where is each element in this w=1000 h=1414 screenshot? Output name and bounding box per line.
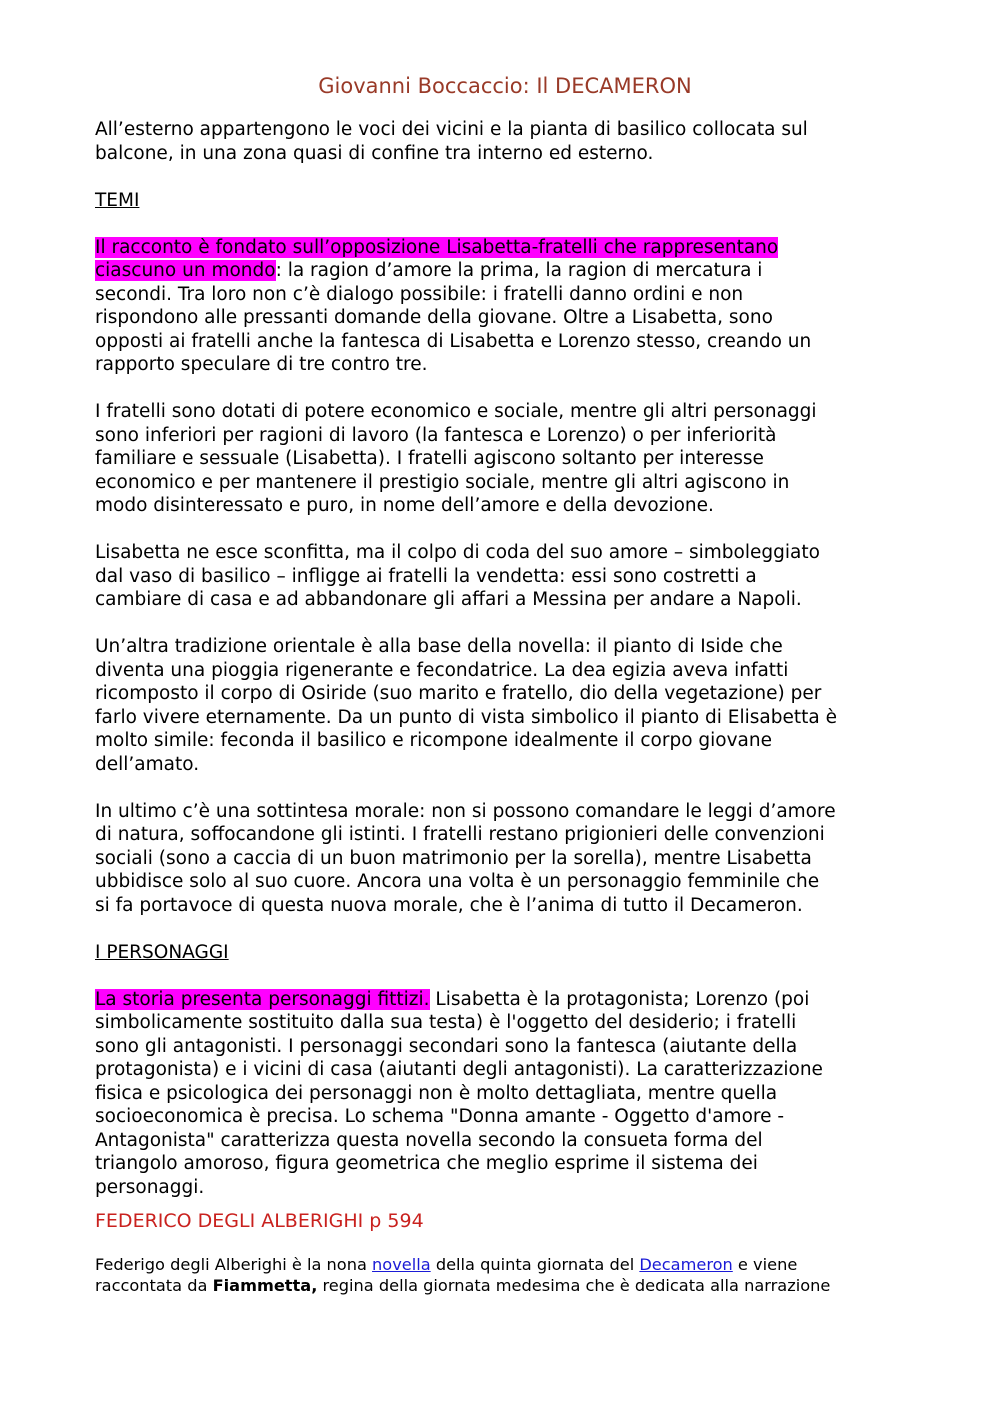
text-line: All’esterno appartengono le voci dei vicini e la pianta di basilico collocata sul [95,119,808,140]
temi-paragraph-1 [95,236,915,377]
text-line: modo disinteressato e puro, in nome dell’amore e della devozione. [95,495,714,516]
text-line: sociali (sono a caccia di un buon matrimonio per la sorella), mentre Lisabetta [95,847,812,869]
text-line [95,1254,915,1275]
text-line: rispondono alle pressanti domande della giovane. Oltre a Lisabetta, sono [95,307,773,328]
text-line: Lisabetta ne esce sconfitta, ma il colpo di coda del suo amore – simboleggiato [95,542,820,563]
text-line: I fratelli sono dotati di potere economico e sociale, mentre gli altri personaggi [95,401,817,422]
document-page [95,72,915,1296]
personaggi-paragraph [95,988,915,1200]
text-line: dell’amato. [95,753,200,775]
text-line: Un’altra tradizione orientale è alla base della novella: il pianto di Iside che [95,636,783,657]
text-line: familiare e sessuale (Lisabetta). I fratelli agiscono soltanto per interesse [95,448,764,469]
text-line [95,1275,915,1296]
text-line [95,236,915,260]
bold-text: Fiammetta, [212,1276,318,1295]
federigo-paragraph [95,1254,915,1296]
text-span: e viene [732,1255,798,1274]
text-line: molto simile: feconda il basilico e ricompone idealmente il corpo giovane [95,730,772,751]
text-line: In ultimo c’è una sottintesa morale: non si possono comandare le leggi d’amore [95,800,836,822]
text-line: di natura, soffocandone gli istinti. I fratelli restano prigionieri delle convenzioni [95,824,825,845]
text-span: Federigo degli Alberighi è la nona [95,1255,373,1274]
section-heading-temi: TEMI [95,189,140,211]
text-line: sono gli antagonisti. I personaggi secondari sono la fantesca (aiutante della [95,1035,798,1057]
temi-paragraph-3 [95,541,915,612]
text-line: rapporto speculare di tre contro tre. [95,354,428,375]
text-line: simbolicamente sostituito dalla sua testa) è l'oggetto del desiderio; i fratelli [95,1012,797,1033]
temi-paragraph-5 [95,800,915,918]
text-line: diventa una pioggia rigenerante e fecondatrice. La dea egizia aveva infatti [95,659,789,681]
text-line: secondi. Tra loro non c’è dialogo possibile: i fratelli danno ordini e non [95,283,744,305]
text-line: ubbidisce solo al suo cuore. Ancora una volta è un personaggio femminile che [95,871,820,892]
text-line: opposti ai fratelli anche la fantesca di Lisabetta e Lorenzo stesso, creando un [95,330,812,352]
decameron-link[interactable]: Decameron [639,1255,733,1274]
text-line: ricomposto il corpo di Osiride (suo marito e fratello, dio della vegetazione) per [95,683,822,704]
text-line: triangolo amoroso, figura geometrica che meglio esprime il sistema dei [95,1153,758,1174]
temi-paragraph-2 [95,400,915,518]
text-span: regina della giornata medesima che è dedicata alla narrazione [317,1276,831,1295]
section-heading-federigo: FEDERICO DEGLI ALBERIGHI p 594 [95,1210,424,1232]
page-title: Giovanni Boccaccio: Il DECAMERON [318,74,692,98]
section-heading-personaggi: I PERSONAGGI [95,941,229,963]
highlighted-text: Il racconto è fondato sull’opposizione Lisabetta-fratelli che rappresentano [95,236,779,258]
novella-link[interactable]: novella [372,1255,431,1274]
text-line: personaggi. [95,1176,205,1198]
text-span: raccontata da [95,1276,213,1295]
text-line: sono inferiori per ragioni di lavoro (la fantesca e Lorenzo) o per inferiorità [95,424,777,446]
text-span: della quinta giornata del [430,1255,640,1274]
text-line: si fa portavoce di questa nuova morale, che è l’anima di tutto il Decameron. [95,894,803,916]
highlighted-text: La storia presenta personaggi fittizi. [95,988,430,1010]
intro-paragraph [95,118,915,165]
text-line [95,988,915,1012]
text-line: protagonista) e i vicini di casa (aiutanti degli antagonisti). La caratterizzazione [95,1059,823,1080]
text-line: economico e per mantenere il prestigio sociale, mentre gli altri agiscono in [95,471,790,493]
text-span: : la ragion d’amore la prima, la ragion di mercatura i [275,260,763,281]
text-span: Lisabetta è la protagonista; Lorenzo (poi [429,988,810,1010]
temi-paragraph-4 [95,635,915,776]
text-line: socioeconomica è precisa. Lo schema "Donna amante - Oggetto d'amore - [95,1106,785,1127]
text-line: Antagonista" caratterizza questa novella secondo la consueta forma del [95,1129,763,1151]
text-line: farlo vivere eternamente. Da un punto di vista simbolico il pianto di Elisabetta è [95,706,837,728]
text-line: fisica e psicologica dei personaggi non è molto dettagliata, mentre quella [95,1082,778,1104]
highlighted-text: ciascuno un mondo [95,260,276,281]
text-line: dal vaso di basilico – infligge ai fratelli la vendetta: essi sono costretti a [95,565,757,587]
text-line: cambiare di casa e ad abbandonare gli affari a Messina per andare a Napoli. [95,589,802,610]
text-line: balcone, in una zona quasi di confine tra interno ed esterno. [95,142,654,164]
text-line [95,259,915,283]
